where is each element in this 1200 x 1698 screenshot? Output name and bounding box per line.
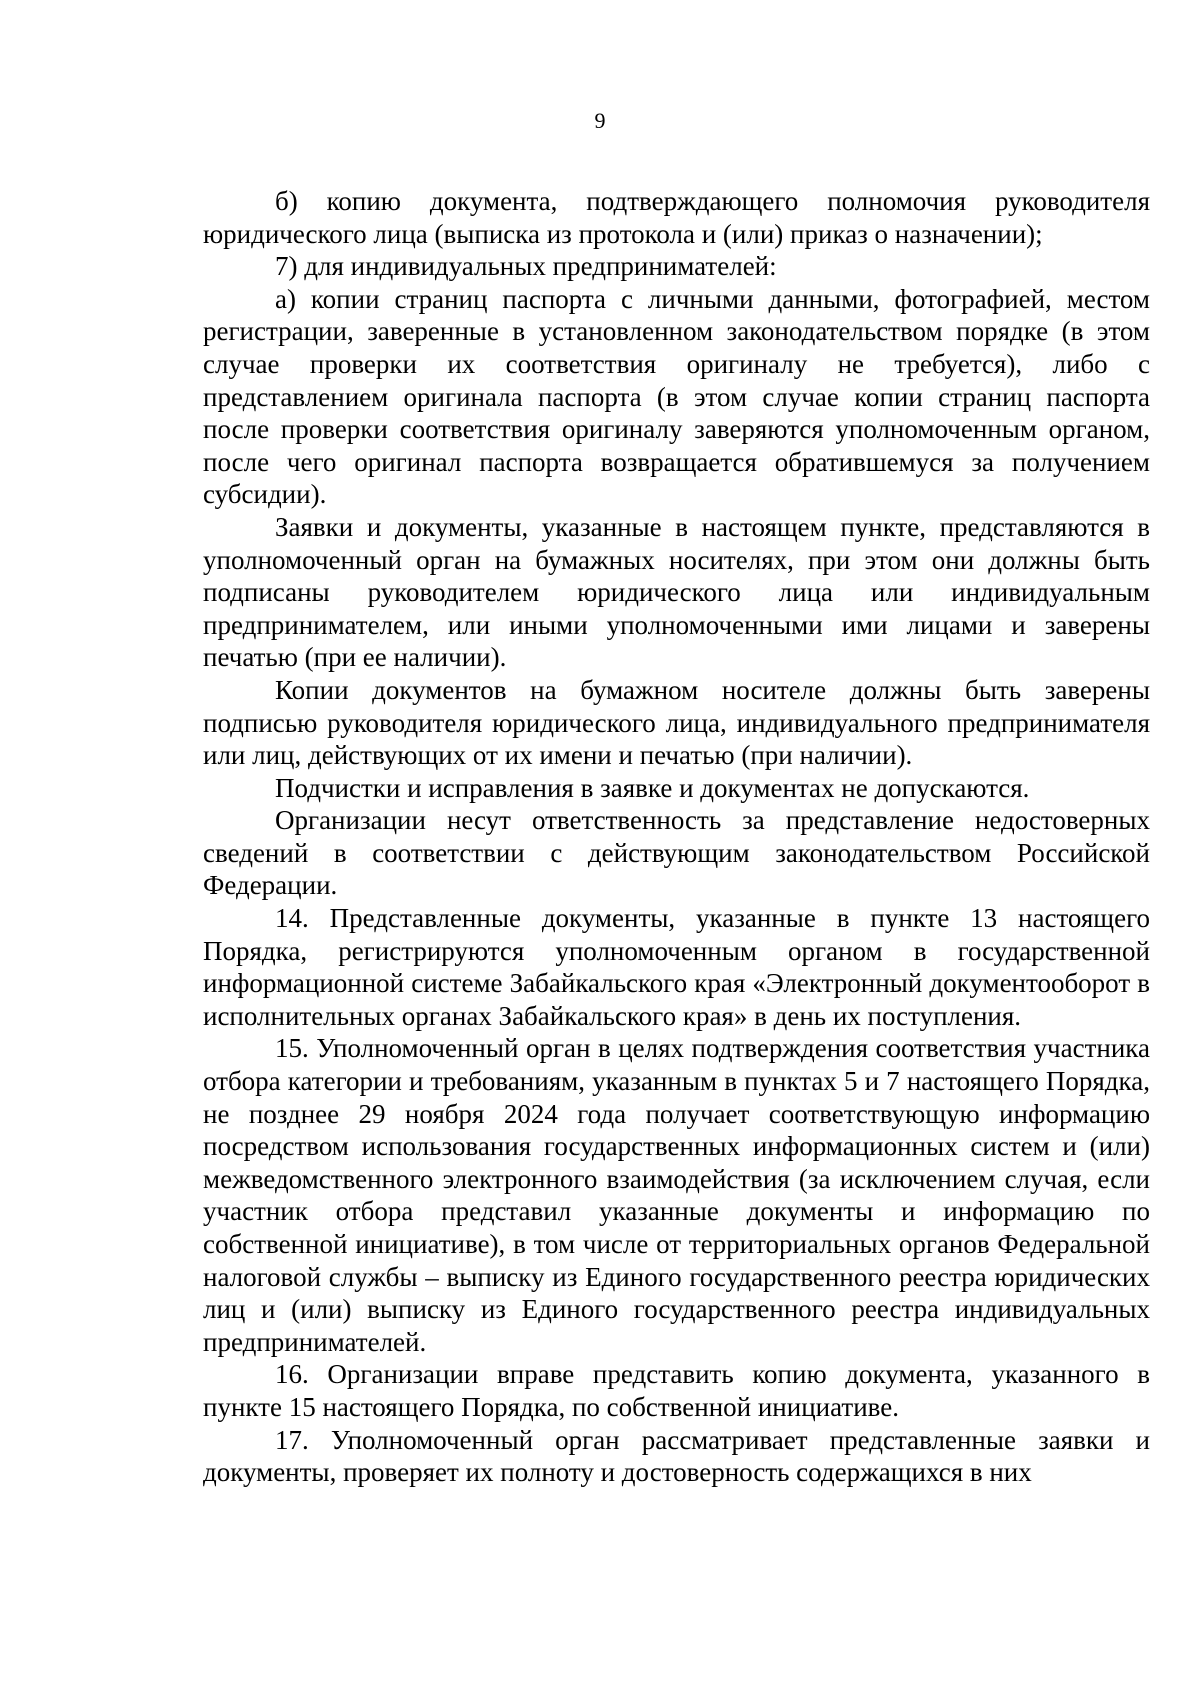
paragraph-copies-certification: Копии документов на бумажном носителе должны быть заверены подписью руководителя юридического лица, индивидуального предпринимателя или лиц, действующих от их имени и печатью (при наличии). [203,674,1150,771]
paragraph-16-own-initiative: 16. Организации вправе представить копию документа, указанного в пункте 15 настоящего Порядка, по собственной инициативе. [203,1359,1150,1422]
page-number: 9 [594,108,606,133]
paragraph-a-passport-copies: а) копии страниц паспорта с личными данными, фотографией, местом регистрации, заверенные в установленном законодательством порядке (в этом случае проверки их соответствия оригиналу не требуется), либо с представлением оригинала паспорта (в этом случае копии страниц паспорта после проверки соответствия оригиналу заверяются уполномоченным органом, после чего оригинал паспорта возвращается обратившемуся за получением субсидии). [203,283,1150,510]
paragraph-b-authority-copy: б) копию документа, подтверждающего полномочия руководителя юридического лица (выписка из протокола и (или) приказ о назначении); [203,186,1150,249]
paragraph-15-verification: 15. Уполномоченный орган в целях подтверждения соответствия участника отбора категории и требованиям, указанным в пунктах 5 и 7 настоящего Порядка, не позднее 29 ноября 2024 года получает соответствующую информацию посредством использования государственных информационных систем и (или) межведомственного электронного взаимодействия (за исключением случая, если участник отбора представил указанные документы и информацию по собственной инициативе), в том числе от территориальных органов Федеральной налоговой службы – выписку из Единого государственного реестра юридических лиц и (или) выписку из Единого государственного реестра индивидуальных предпринимателей. [203,1033,1150,1357]
paragraph-no-corrections: Подчистки и исправления в заявке и документах не допускаются. [275,772,1030,803]
document-body [203,185,1150,1489]
paragraph-7-entrepreneurs: 7) для индивидуальных предпринимателей: [275,251,777,282]
paragraph-14-registration: 14. Представленные документы, указанные в пункте 13 настоящего Порядка, регистрируются уполномоченным органом в государственной информационной системе Забайкальского края «Электронный документооборот в исполнительных органах Забайкальского края» в день их поступления. [203,903,1150,1031]
paragraph-responsibility: Организации несут ответственность за представление недостоверных сведений в соответствии с действующим законодательством Российской Федерации. [203,805,1150,901]
paragraph-17-review: 17. Уполномоченный орган рассматривает представленные заявки и документы, проверяет их полноту и достоверность содержащихся в них [203,1424,1150,1488]
paragraph-applications-submission: Заявки и документы, указанные в настоящем пункте, представляются в уполномоченный орган на бумажных носителях, при этом они должны быть подписаны руководителем юридического лица или индивидуальным предпринимателем, или иными уполномоченными ими лицами и заверены печатью (при ее наличии). [203,511,1150,673]
